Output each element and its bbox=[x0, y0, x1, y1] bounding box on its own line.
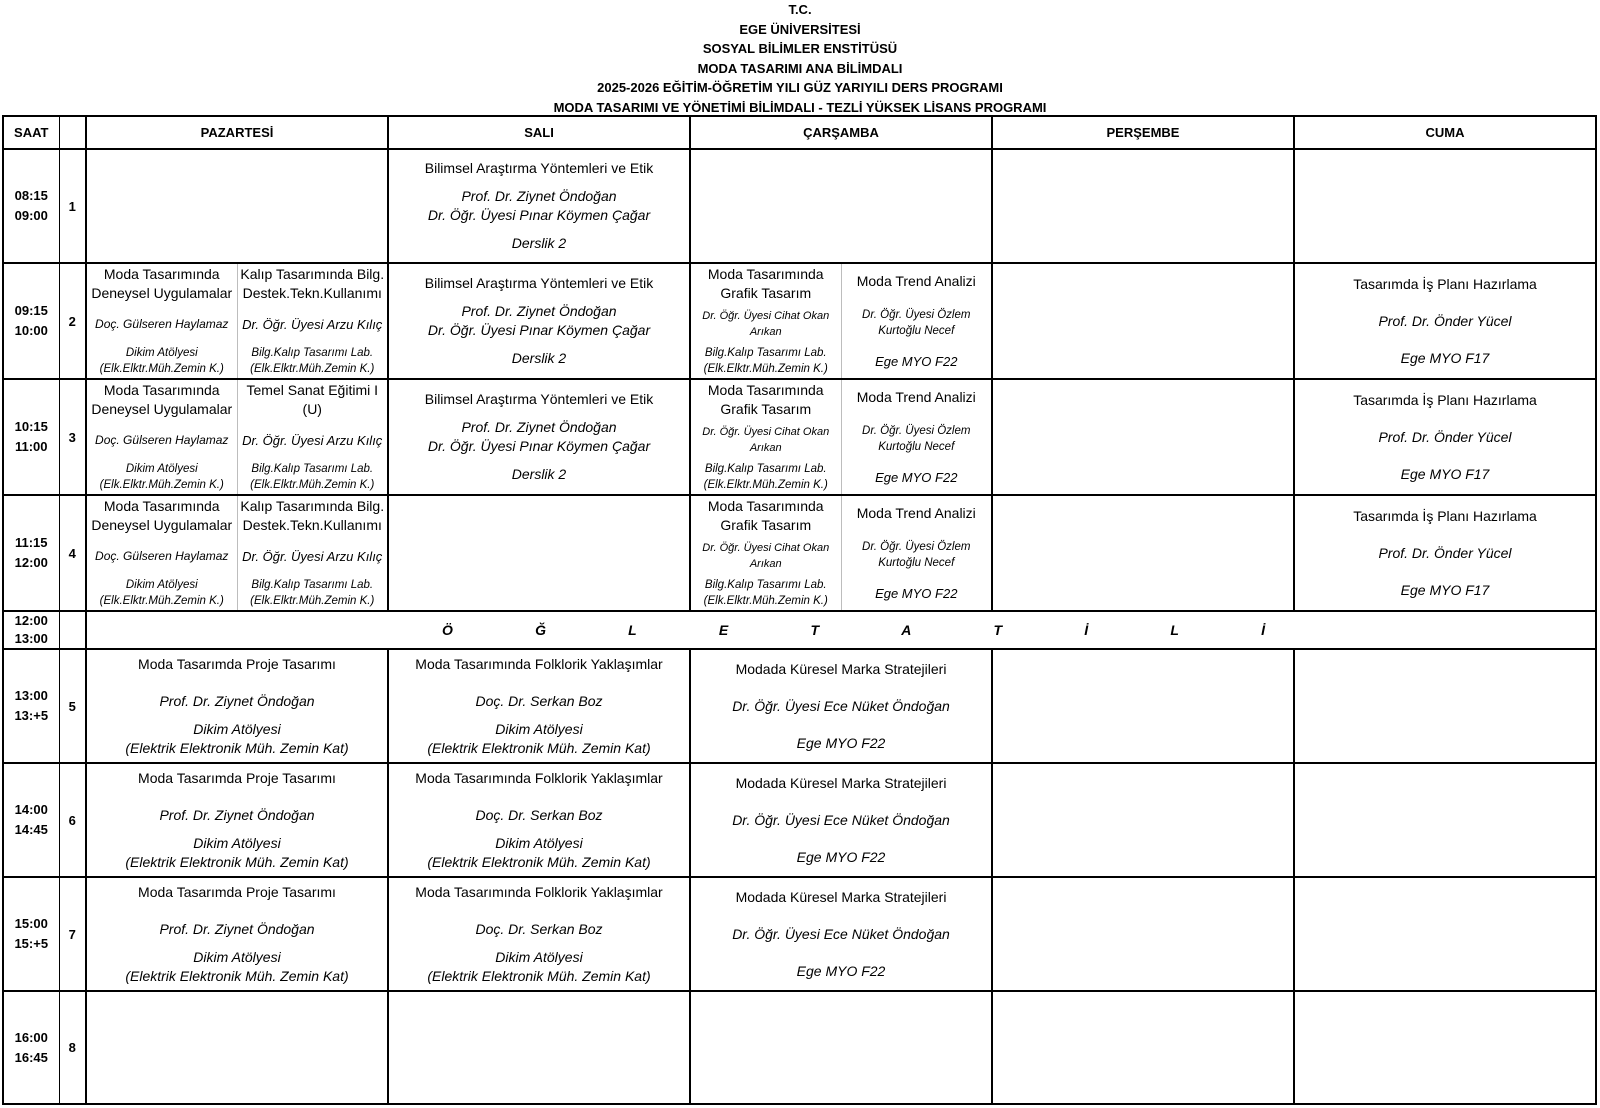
slot-monday-8 bbox=[86, 991, 388, 1104]
slot-wednesday-2 bbox=[690, 263, 992, 379]
course-room: Derslik 2 bbox=[511, 235, 567, 251]
slot-tuesday-4 bbox=[388, 495, 690, 611]
course-instructor: Prof. Dr. Ziynet Öndoğan bbox=[461, 188, 617, 204]
col-header-num bbox=[59, 116, 86, 149]
course-instructor: Dr. Öğr. Üyesi Pınar Köymen Çağar bbox=[427, 207, 651, 223]
header-line-program: MODA TASARIMI VE YÖNETİMİ BİLİMDALI - TEZLİ YÜKSEK LİSANS PROGRAMI bbox=[553, 99, 1047, 115]
period-number: 4 bbox=[59, 495, 86, 611]
period-number: 2 bbox=[59, 263, 86, 379]
slot-friday-2: Tasarımda İş Planı Hazırlama Prof. Dr. Önder Yücel Ege MYO F17 bbox=[1294, 263, 1596, 379]
table-row bbox=[3, 149, 1596, 263]
slot-monday-1 bbox=[86, 149, 388, 263]
header-line-university: EGE ÜNİVERSİTESİ bbox=[739, 21, 861, 37]
slot-thursday-4 bbox=[992, 495, 1294, 611]
table-row bbox=[3, 649, 1596, 763]
slot-wednesday-3 bbox=[690, 379, 992, 495]
slot-tuesday-1 bbox=[388, 149, 690, 263]
slot-wednesday-6: Modada Küresel Marka Stratejileri Dr. Öğr. Üyesi Ece Nüket Öndoğan Ege MYO F22 bbox=[690, 763, 992, 877]
slot-thursday-2 bbox=[992, 263, 1294, 379]
slot-monday-4 bbox=[86, 495, 388, 611]
slot-friday-8 bbox=[1294, 991, 1596, 1104]
course-block-deneysel: Moda Tasarımında Deneysel Uygulamalar Doç. Gülseren Haylamaz Dikim Atölyesi (Elk.Elktr.Müh.Zemin K.) bbox=[91, 498, 233, 607]
time-cell: 10:15 11:00 bbox=[3, 379, 59, 495]
table-row bbox=[3, 379, 1596, 495]
slot-friday-5 bbox=[1294, 649, 1596, 763]
slot-thursday-7 bbox=[992, 877, 1294, 991]
course-block-grafik: Moda Tasarımında Grafik Tasarım Dr. Öğr. Üyesi Cihat Okan Arıkan Bilg.Kalıp Tasarımı Lab. (Elk.Elktr.Müh.Zemin K.) bbox=[702, 382, 830, 491]
course-block-grafik: Moda Tasarımında Grafik Tasarım Dr. Öğr. Üyesi Cihat Okan Arıkan Bilg.Kalıp Tasarımı Lab. (Elk.Elktr.Müh.Zemin K.) bbox=[702, 498, 830, 607]
course-block-deneysel: Moda Tasarımında Deneysel Uygulamalar Doç. Gülseren Haylamaz Dikim Atölyesi (Elk.Elktr.Müh.Zemin K.) bbox=[87, 264, 237, 378]
table-row bbox=[3, 495, 1596, 611]
time-cell: 14:00 14:45 bbox=[3, 763, 59, 877]
period-number: 1 bbox=[59, 149, 86, 263]
slot-monday-7: Moda Tasarımda Proje Tasarımı Prof. Dr. Ziynet Öndoğan Dikim Atölyesi (Elektrik Elektronik Müh. Zemin Kat) bbox=[86, 877, 388, 991]
slot-tuesday-8 bbox=[388, 991, 690, 1104]
slot-thursday-1 bbox=[992, 149, 1294, 263]
slot-monday-3 bbox=[86, 379, 388, 495]
period-number: 5 bbox=[59, 649, 86, 763]
header-line-term: 2025-2026 EĞİTİM-ÖĞRETİM YILI GÜZ YARIYILI DERS PROGRAMI bbox=[597, 80, 1003, 95]
course-block-trend: Moda Trend Analizi Dr. Öğr. Üyesi Özlem Kurtoğlu Necef Ege MYO F22 bbox=[841, 380, 992, 494]
col-header-saat: SAAT bbox=[3, 116, 59, 149]
time-cell: 11:15 12:00 bbox=[3, 495, 59, 611]
course-block-kalip: Kalıp Tasarımında Bilg. Destek.Tekn.Kullanımı Dr. Öğr. Üyesi Arzu Kılıç Bilg.Kalıp Tasarımı Lab. (Elk.Elktr.Müh.Zemin K.) bbox=[237, 496, 388, 610]
time-cell: 12:00 13:00 bbox=[3, 611, 59, 649]
slot-monday-2 bbox=[86, 263, 388, 379]
table-row bbox=[3, 991, 1596, 1104]
course-block-temel: Temel Sanat Eğitimi I (U) Dr. Öğr. Üyesi Arzu Kılıç Bilg.Kalıp Tasarımı Lab. (Elk.Elktr.Müh.Zemin K.) bbox=[237, 380, 388, 494]
period-number: 7 bbox=[59, 877, 86, 991]
slot-tuesday-6: Moda Tasarımında Folklorik Yaklaşımlar Doç. Dr. Serkan Boz Dikim Atölyesi (Elektrik Elektronik Müh. Zemin Kat) bbox=[388, 763, 690, 877]
time-cell: 13:00 13:+5 bbox=[3, 649, 59, 763]
table-row bbox=[3, 877, 1596, 991]
time-cell: 09:15 10:00 bbox=[3, 263, 59, 379]
header-line-institute: SOSYAL BİLİMLER ENSTİTÜSÜ bbox=[702, 41, 898, 56]
slot-thursday-3 bbox=[992, 379, 1294, 495]
document-header bbox=[0, 0, 1600, 117]
slot-tuesday-7: Moda Tasarımında Folklorik Yaklaşımlar Doç. Dr. Serkan Boz Dikim Atölyesi (Elektrik Elektronik Müh. Zemin Kat) bbox=[388, 877, 690, 991]
slot-tuesday-2: Bilimsel Araştırma Yöntemleri ve Etik Prof. Dr. Ziynet Öndoğan Dr. Öğr. Üyesi Pınar Köymen Çağar Derslik 2 bbox=[388, 263, 690, 379]
time-cell: 15:00 15:+5 bbox=[3, 877, 59, 991]
slot-friday-6 bbox=[1294, 763, 1596, 877]
period-number: 6 bbox=[59, 763, 86, 877]
slot-wednesday-1 bbox=[690, 149, 992, 263]
table-row bbox=[3, 763, 1596, 877]
col-header-tuesday: SALI bbox=[388, 116, 690, 149]
table-row bbox=[3, 263, 1596, 379]
col-header-monday: PAZARTESİ bbox=[86, 116, 388, 149]
period-number: 8 bbox=[59, 991, 86, 1104]
col-header-wednesday: ÇARŞAMBA bbox=[690, 116, 992, 149]
slot-friday-1 bbox=[1294, 149, 1596, 263]
time-cell: 08:15 09:00 bbox=[3, 149, 59, 263]
slot-friday-7 bbox=[1294, 877, 1596, 991]
course-title: Bilimsel Araştırma Yöntemleri ve Etik bbox=[424, 160, 654, 176]
course-block-trend: Moda Trend Analizi Dr. Öğr. Üyesi Özlem Kurtoğlu Necef Ege MYO F22 bbox=[841, 496, 992, 610]
schedule-table bbox=[2, 115, 1597, 1105]
slot-monday-5: Moda Tasarımda Proje Tasarımı Prof. Dr. Ziynet Öndoğan Dikim Atölyesi (Elektrik Elektronik Müh. Zemin Kat) bbox=[86, 649, 388, 763]
lunch-row bbox=[3, 611, 1596, 649]
slot-thursday-5 bbox=[992, 649, 1294, 763]
col-header-thursday: PERŞEMBE bbox=[992, 116, 1294, 149]
course-block-deneysel: Moda Tasarımında Deneysel Uygulamalar Doç. Gülseren Haylamaz Dikim Atölyesi (Elk.Elktr.Müh.Zemin K.) bbox=[91, 382, 233, 491]
course-block-trend: Moda Trend Analizi Dr. Öğr. Üyesi Özlem Kurtoğlu Necef Ege MYO F22 bbox=[841, 264, 992, 378]
slot-thursday-8 bbox=[992, 991, 1294, 1104]
time-cell: 16:00 16:45 bbox=[3, 991, 59, 1104]
slot-tuesday-3: Bilimsel Araştırma Yöntemleri ve Etik Prof. Dr. Ziynet Öndoğan Dr. Öğr. Üyesi Pınar Köymen Çağar Derslik 2 bbox=[388, 379, 690, 495]
slot-thursday-6 bbox=[992, 763, 1294, 877]
slot-monday-6: Moda Tasarımda Proje Tasarımı Prof. Dr. Ziynet Öndoğan Dikim Atölyesi (Elektrik Elektronik Müh. Zemin Kat) bbox=[86, 763, 388, 877]
period-number: 3 bbox=[59, 379, 86, 495]
course-instructor: Dr. Öğr. Üyesi Arzu Kılıç bbox=[242, 316, 383, 332]
col-header-friday: CUMA bbox=[1294, 116, 1596, 149]
slot-wednesday-7: Modada Küresel Marka Stratejileri Dr. Öğr. Üyesi Ece Nüket Öndoğan Ege MYO F22 bbox=[690, 877, 992, 991]
slot-wednesday-4 bbox=[690, 495, 992, 611]
slot-wednesday-8 bbox=[690, 991, 992, 1104]
header-line-department: MODA TASARIMI ANA BİLİMDALI bbox=[697, 60, 903, 76]
slot-wednesday-5: Modada Küresel Marka Stratejileri Dr. Öğr. Üyesi Ece Nüket Öndoğan Ege MYO F22 bbox=[690, 649, 992, 763]
slot-tuesday-5: Moda Tasarımında Folklorik Yaklaşımlar Doç. Dr. Serkan Boz Dikim Atölyesi (Elektrik Elektronik Müh. Zemin Kat) bbox=[388, 649, 690, 763]
table-header-row bbox=[3, 116, 1596, 149]
slot-friday-4: Tasarımda İş Planı Hazırlama Prof. Dr. Önder Yücel Ege MYO F17 bbox=[1294, 495, 1596, 611]
header-line-tc: T.C. bbox=[788, 2, 812, 17]
course-block-grafik: Moda Tasarımında Grafik Tasarım Dr. Öğr. Üyesi Cihat Okan Arıkan Bilg.Kalıp Tasarımı Lab. (Elk.Elktr.Müh.Zemin K.) bbox=[702, 266, 830, 375]
lunch-break-label: Ö Ğ L E T A T İ L İ bbox=[86, 611, 1596, 649]
course-block-kalip: Kalıp Tasarımında Bilg. Destek.Tekn.Kullanımı Dr. Öğr. Üyesi Arzu Kılıç Bilg.Kalıp Tasarımı Lab. (Elk.Elktr.Müh.Zemin K.) bbox=[237, 264, 388, 378]
period-number bbox=[59, 611, 86, 649]
slot-friday-3: Tasarımda İş Planı Hazırlama Prof. Dr. Önder Yücel Ege MYO F17 bbox=[1294, 379, 1596, 495]
course-instructor: Doç. Gülseren Haylamaz bbox=[95, 316, 229, 331]
